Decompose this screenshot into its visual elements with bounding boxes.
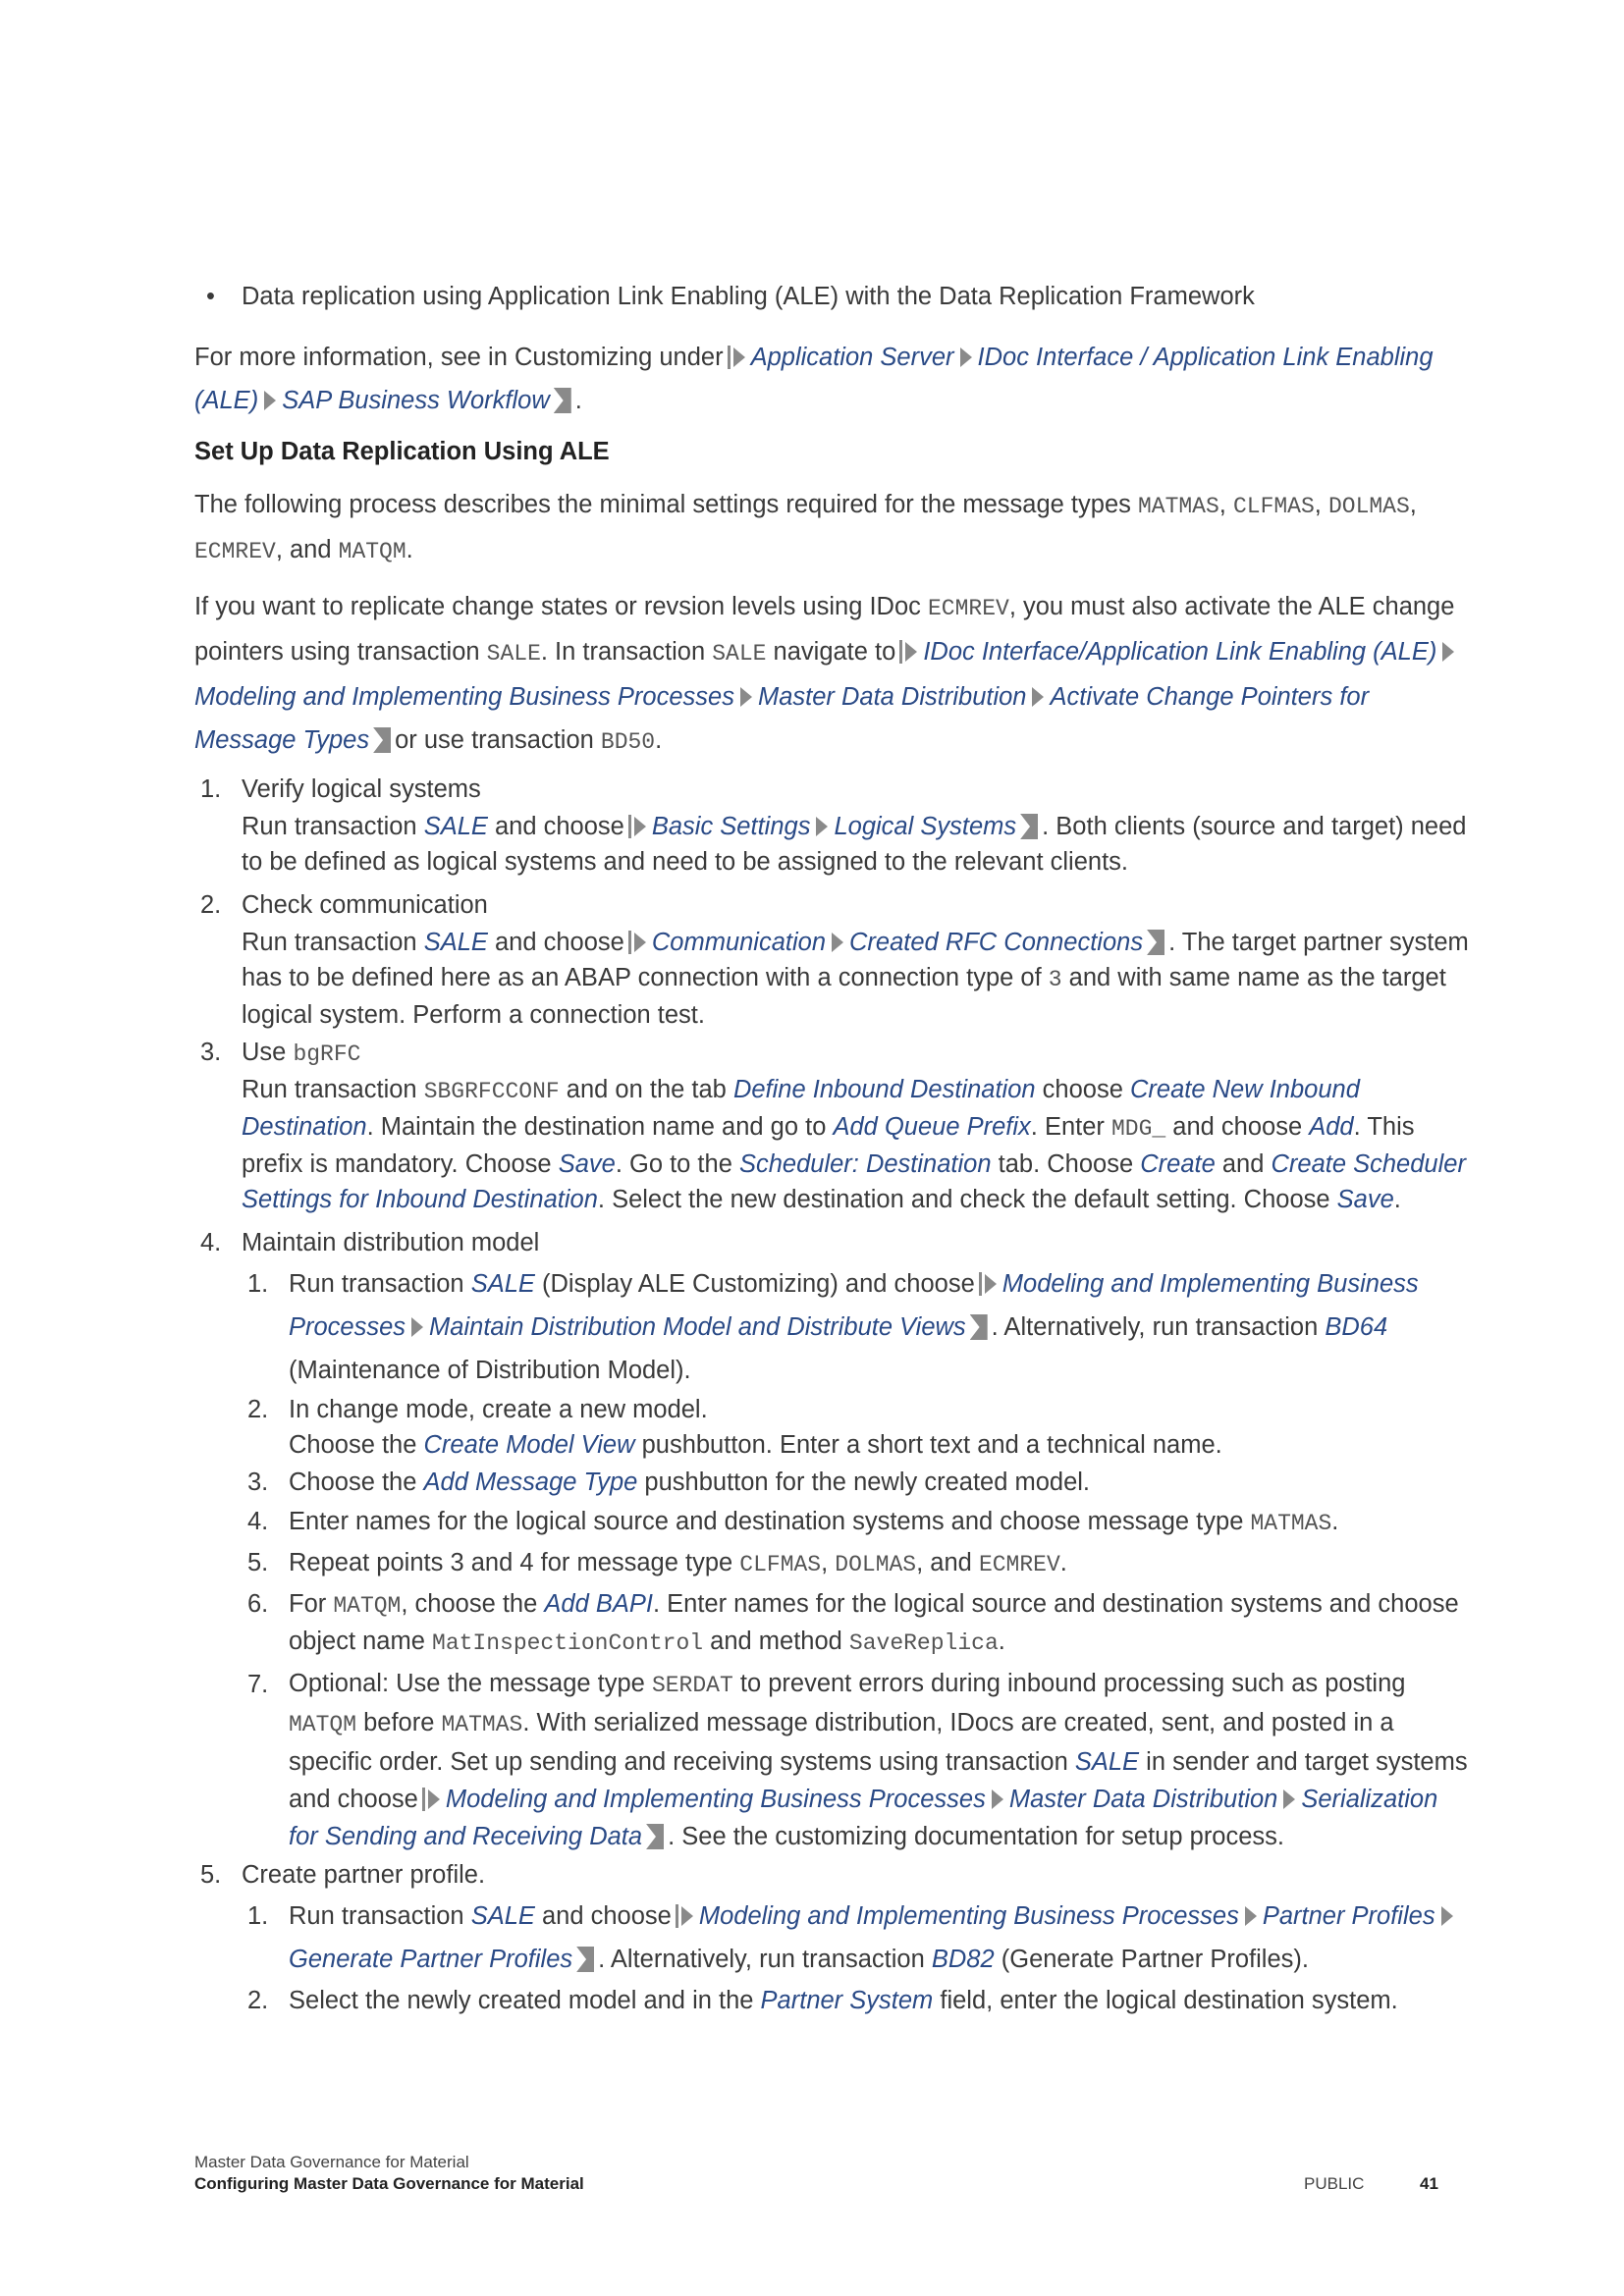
text: In change mode, create a new model. <box>289 1396 708 1423</box>
text: . <box>1331 1508 1339 1535</box>
text: The following process describes the minimal settings required for the message types <box>194 491 1138 518</box>
text: , <box>1409 491 1417 518</box>
section-heading: Set Up Data Replication Using ALE <box>194 438 610 465</box>
menu-path-end-icon <box>970 1314 988 1340</box>
text: Select the newly created model and in the <box>289 1987 761 2014</box>
substep-body <box>289 1895 1471 1981</box>
transaction-link[interactable]: SALE <box>423 929 488 956</box>
text: (Display ALE Customizing) and choose <box>534 1270 975 1298</box>
menu-path-end-icon <box>1147 930 1164 955</box>
code: ECMREV <box>194 539 276 564</box>
intro-paragraph <box>194 483 1471 573</box>
text: and choose <box>534 1902 672 1930</box>
text: . In transaction <box>540 638 713 666</box>
text: . With serialized message distribution, IDocs are created, sent, and posted in a specific order. Set up sending and receiving systems using transaction <box>289 1709 1394 1776</box>
transaction-link[interactable]: SALE <box>470 1270 535 1298</box>
substep-number: 5. <box>247 1549 269 1576</box>
code: ECMREV <box>978 1552 1060 1577</box>
tab-link[interactable]: Define Inbound Destination <box>732 1076 1036 1103</box>
text: (Generate Partner Profiles). <box>994 1946 1309 1973</box>
menu-path-link[interactable]: Generate Partner Profiles <box>289 1946 573 1973</box>
text: , and <box>275 536 339 563</box>
transaction-link[interactable]: SALE <box>470 1902 535 1930</box>
menu-path-arrow-icon <box>634 933 646 952</box>
text: . <box>998 1628 1005 1655</box>
menu-path-arrow-icon <box>1441 1906 1453 1926</box>
step-check-communication <box>194 885 1471 1033</box>
code: SBGRFCCONF <box>423 1079 560 1104</box>
ui-link[interactable]: Add <box>1309 1113 1354 1141</box>
menu-path-link[interactable]: Master Data Distribution <box>1008 1786 1278 1813</box>
menu-path-arrow-icon <box>1283 1789 1295 1809</box>
substeps-list <box>242 1895 1471 2020</box>
substep <box>242 1895 1471 1981</box>
more-info-paragraph <box>194 336 1471 422</box>
text: navigate to <box>766 638 896 666</box>
menu-path-link[interactable]: Communication <box>651 929 827 956</box>
substep-body <box>289 1262 1471 1392</box>
menu-path-arrow-icon <box>681 1906 693 1926</box>
text: Run transaction <box>242 813 424 840</box>
ui-link[interactable]: Create <box>1140 1150 1216 1178</box>
text: Run transaction <box>242 929 424 956</box>
text: . Both clients (source and target) need to be defined as logical systems and need to be assigned to the relevant clients. <box>242 813 1467 876</box>
ui-link[interactable]: Create New Inbound Destination <box>242 1076 1360 1141</box>
text: . See the customizing documentation for setup process. <box>668 1823 1285 1850</box>
text: and choose <box>1165 1113 1310 1141</box>
menu-path-start-icon <box>628 931 631 954</box>
transaction-link[interactable]: BD82 <box>931 1946 995 1973</box>
menu-path-start-icon <box>628 815 631 838</box>
bullet-marker: • <box>206 283 215 310</box>
tab-link[interactable]: Scheduler: Destination <box>738 1150 992 1178</box>
code: 3 <box>1048 967 1062 992</box>
step-number: 3. <box>200 1039 222 1066</box>
text: Run transaction <box>289 1270 471 1298</box>
text: (Maintenance of Distribution Model). <box>289 1357 691 1384</box>
code: MDG_ <box>1110 1116 1166 1142</box>
ui-link[interactable]: Create Model View <box>423 1431 635 1459</box>
text: . <box>655 726 663 754</box>
ui-link[interactable]: Add Queue Prefix <box>833 1113 1031 1141</box>
text: Run transaction <box>289 1902 471 1930</box>
code: SALE <box>486 641 541 667</box>
text: and method <box>703 1628 849 1655</box>
menu-path-start-icon <box>422 1788 425 1811</box>
footer-classification: PUBLIC <box>1304 2174 1365 2193</box>
code: MATQM <box>289 1712 357 1737</box>
substep <box>242 1392 1471 1463</box>
text: . Enter names for the logical source and destination systems and choose object name <box>289 1590 1459 1655</box>
menu-path-start-icon <box>979 1272 982 1296</box>
page-number: 41 <box>1420 2174 1438 2193</box>
text: , <box>821 1549 836 1576</box>
menu-path-start-icon <box>676 1904 678 1928</box>
code: SALE <box>712 641 767 667</box>
substep-number: 1. <box>247 1902 269 1930</box>
substep <box>242 1262 1471 1392</box>
code: SaveReplica <box>848 1630 999 1656</box>
text: pushbutton for the newly created model. <box>637 1468 1091 1496</box>
text: . <box>1059 1549 1067 1576</box>
text: , and <box>916 1549 979 1576</box>
page-content <box>194 275 1471 2020</box>
menu-path-arrow-icon <box>1442 642 1454 662</box>
menu-path-start-icon <box>899 640 902 664</box>
menu-path-link[interactable]: Serialization for Sending and Receiving Data <box>289 1786 1438 1850</box>
text: and on the tab <box>559 1076 733 1103</box>
text: Choose the <box>289 1468 424 1496</box>
substep-body <box>289 1665 1471 1855</box>
text: , you must also activate the ALE change pointers using transaction <box>194 593 1455 666</box>
menu-path-arrow-icon <box>992 1789 1003 1809</box>
substep <box>242 1981 1471 2020</box>
substep-body <box>289 1392 1471 1463</box>
text: tab. Choose <box>991 1150 1141 1178</box>
substep <box>242 1584 1471 1661</box>
menu-path-end-icon <box>576 1947 594 1972</box>
code: DOLMAS <box>1327 494 1410 519</box>
footer-chapter: Configuring Master Data Governance for Material <box>194 2174 584 2193</box>
text: For <box>289 1590 334 1618</box>
substep <box>242 1665 1471 1855</box>
substep <box>242 1543 1471 1584</box>
menu-path-link[interactable]: IDoc Interface / Application Link Enabling (ALE) <box>194 344 1434 414</box>
menu-path-link[interactable]: Modeling and Implementing Business Processes <box>289 1270 1419 1341</box>
code: MATQM <box>338 539 406 564</box>
text: in sender and target systems and choose <box>289 1748 1468 1813</box>
menu-path-arrow-icon <box>960 347 972 367</box>
text: and <box>1215 1150 1272 1178</box>
text: . Alternatively, run transaction <box>991 1313 1326 1341</box>
transaction-link[interactable]: BD64 <box>1325 1313 1388 1341</box>
menu-path-link[interactable]: Maintain Distribution Model and Distribute Views <box>429 1313 966 1341</box>
menu-path-arrow-icon <box>816 817 828 836</box>
text: and choose <box>487 813 624 840</box>
menu-path-arrow-icon <box>411 1317 423 1337</box>
text: , <box>1218 491 1233 518</box>
footer-doc-title: Master Data Governance for Material <box>194 2153 469 2171</box>
ui-link[interactable]: Add Message Type <box>423 1468 638 1496</box>
text: , choose the <box>401 1590 545 1618</box>
step-body <box>242 809 1471 880</box>
field-link[interactable]: Partner System <box>760 1987 934 2014</box>
text: , <box>1314 491 1328 518</box>
page-footer <box>194 2152 1451 2195</box>
code: BD50 <box>600 729 656 755</box>
substep-number: 4. <box>247 1508 269 1535</box>
substep-body <box>289 1463 1471 1502</box>
code: SERDAT <box>651 1673 733 1698</box>
menu-path-arrow-icon <box>985 1274 997 1294</box>
menu-path-arrow-icon <box>832 933 843 952</box>
substep <box>242 1502 1471 1543</box>
menu-path-arrow-icon <box>428 1789 440 1809</box>
menu-path-end-icon <box>1020 814 1038 839</box>
ui-link[interactable]: Save <box>1336 1186 1394 1213</box>
text: choose <box>1035 1076 1130 1103</box>
ui-link[interactable]: Save <box>558 1150 616 1178</box>
menu-path-arrow-icon <box>634 817 646 836</box>
step-number: 5. <box>200 1861 222 1889</box>
menu-path-link[interactable]: Partner Profiles <box>1262 1902 1435 1930</box>
substep-body <box>289 1543 1471 1584</box>
code: MatInspectionControl <box>432 1630 704 1656</box>
code: CLFMAS <box>739 1552 822 1577</box>
substep-number: 6. <box>247 1590 269 1618</box>
text: and with same name as the target logical system. Perform a connection test. <box>242 964 1446 1029</box>
substep-number: 2. <box>247 1396 269 1423</box>
more-info-text: For more information, see in Customizing under <box>194 344 724 371</box>
menu-path-arrow-icon <box>733 347 745 367</box>
code: MATQM <box>333 1593 402 1619</box>
transaction-link[interactable]: SALE <box>423 813 488 840</box>
menu-path-link[interactable]: Master Data Distribution <box>757 683 1027 711</box>
text: pushbutton. Enter a short text and a technical name. <box>634 1431 1222 1459</box>
text: or use transaction <box>395 726 601 754</box>
menu-path-link[interactable]: SAP Business Workflow <box>282 387 550 414</box>
substep-body <box>289 1584 1471 1661</box>
step-title: Check communication <box>242 891 488 919</box>
ui-link[interactable]: Create Scheduler Settings for Inbound Destination <box>242 1150 1466 1213</box>
menu-path-link[interactable]: Modeling and Implementing Business Processes <box>445 1786 986 1813</box>
menu-path-link[interactable]: Modeling and Implementing Business Processes <box>194 683 734 711</box>
step-title <box>242 1035 1471 1072</box>
text: field, enter the logical destination system. <box>933 1987 1398 2014</box>
code: MATMAS <box>1250 1511 1332 1536</box>
substep <box>242 1463 1471 1502</box>
code: MATMAS <box>441 1712 523 1737</box>
text: before <box>356 1709 442 1736</box>
step-use-bgrfc <box>194 1035 1471 1217</box>
code: CLFMAS <box>1232 494 1315 519</box>
text: . <box>406 536 413 563</box>
menu-path-link[interactable]: IDoc Interface/Application Link Enabling (ALE) <box>923 638 1437 666</box>
menu-path-link[interactable]: Created RFC Connections <box>849 929 1144 956</box>
menu-path-arrow-icon <box>1032 687 1044 707</box>
substep-number: 7. <box>247 1671 269 1698</box>
text: and choose <box>487 929 624 956</box>
text: . Enter <box>1030 1113 1111 1141</box>
menu-path-start-icon <box>728 346 731 369</box>
code: ECMREV <box>927 596 1009 621</box>
substep-number: 1. <box>247 1270 269 1298</box>
step-body <box>242 1072 1471 1217</box>
menu-path-link[interactable]: Logical Systems <box>834 813 1017 840</box>
menu-path-link[interactable]: Modeling and Implementing Business Processes <box>698 1902 1239 1930</box>
substep-number: 3. <box>247 1468 269 1496</box>
step-title: Verify logical systems <box>242 775 481 803</box>
menu-path-end-icon <box>646 1824 664 1849</box>
menu-path-end-icon <box>373 727 391 753</box>
step-maintain-distribution-model <box>194 1223 1471 1855</box>
step-body <box>242 925 1471 1033</box>
substep-body <box>289 1981 1471 2020</box>
code: bgRFC <box>293 1041 361 1067</box>
step-title: Maintain distribution model <box>242 1229 540 1256</box>
ui-link[interactable]: Add BAPI <box>544 1590 653 1618</box>
menu-path-link[interactable]: Basic Settings <box>651 813 811 840</box>
text: Use <box>242 1039 294 1066</box>
step-create-partner-profile <box>194 1855 1471 2020</box>
text: Choose the <box>289 1431 424 1459</box>
step-title: Create partner profile. <box>242 1861 486 1889</box>
text: Run transaction <box>242 1076 424 1103</box>
code: MATMAS <box>1137 494 1219 519</box>
punctuation: . <box>574 387 582 414</box>
step-number: 2. <box>200 891 222 919</box>
menu-path-arrow-icon <box>740 687 752 707</box>
step-number: 1. <box>200 775 222 803</box>
text: . <box>1393 1186 1401 1213</box>
text: . Go to the <box>615 1150 739 1178</box>
substeps-list <box>242 1262 1471 1855</box>
text: . Maintain the destination name and go to <box>366 1113 834 1141</box>
text: to prevent errors during inbound processing such as posting <box>732 1670 1406 1697</box>
menu-path-link[interactable]: Application Server <box>750 344 954 371</box>
text: Enter names for the logical source and destination systems and choose message type <box>289 1508 1251 1535</box>
substep-body <box>289 1502 1471 1543</box>
steps-list <box>194 770 1471 2020</box>
menu-path-arrow-icon <box>264 391 276 410</box>
menu-path-arrow-icon <box>1245 1906 1257 1926</box>
text: . This prefix is mandatory. Choose <box>242 1113 1415 1178</box>
code: DOLMAS <box>835 1552 917 1577</box>
step-number: 4. <box>200 1229 222 1256</box>
menu-path-arrow-icon <box>905 642 917 662</box>
text: . Select the new destination and check the default setting. Choose <box>597 1186 1337 1213</box>
step-verify-logical-systems <box>194 770 1471 880</box>
bullet-item <box>194 275 1471 318</box>
text: . Alternatively, run transaction <box>598 1946 932 1973</box>
menu-path-link[interactable]: Activate Change Pointers for Message Types <box>194 683 1370 754</box>
text: If you want to replicate change states or revsion levels using IDoc <box>194 593 928 620</box>
text: Repeat points 3 and 4 for message type <box>289 1549 740 1576</box>
substep-number: 2. <box>247 1987 269 2014</box>
transaction-link[interactable]: SALE <box>1074 1748 1140 1776</box>
change-pointer-paragraph <box>194 585 1471 764</box>
text: Optional: Use the message type <box>289 1670 652 1697</box>
text: . The target partner system has to be defined here as an ABAP connection with a connection type of <box>242 929 1469 991</box>
menu-path-end-icon <box>554 388 571 413</box>
bullet-text: Data replication using Application Link Enabling (ALE) with the Data Replication Framework <box>242 283 1255 310</box>
text-line <box>289 1427 1471 1463</box>
